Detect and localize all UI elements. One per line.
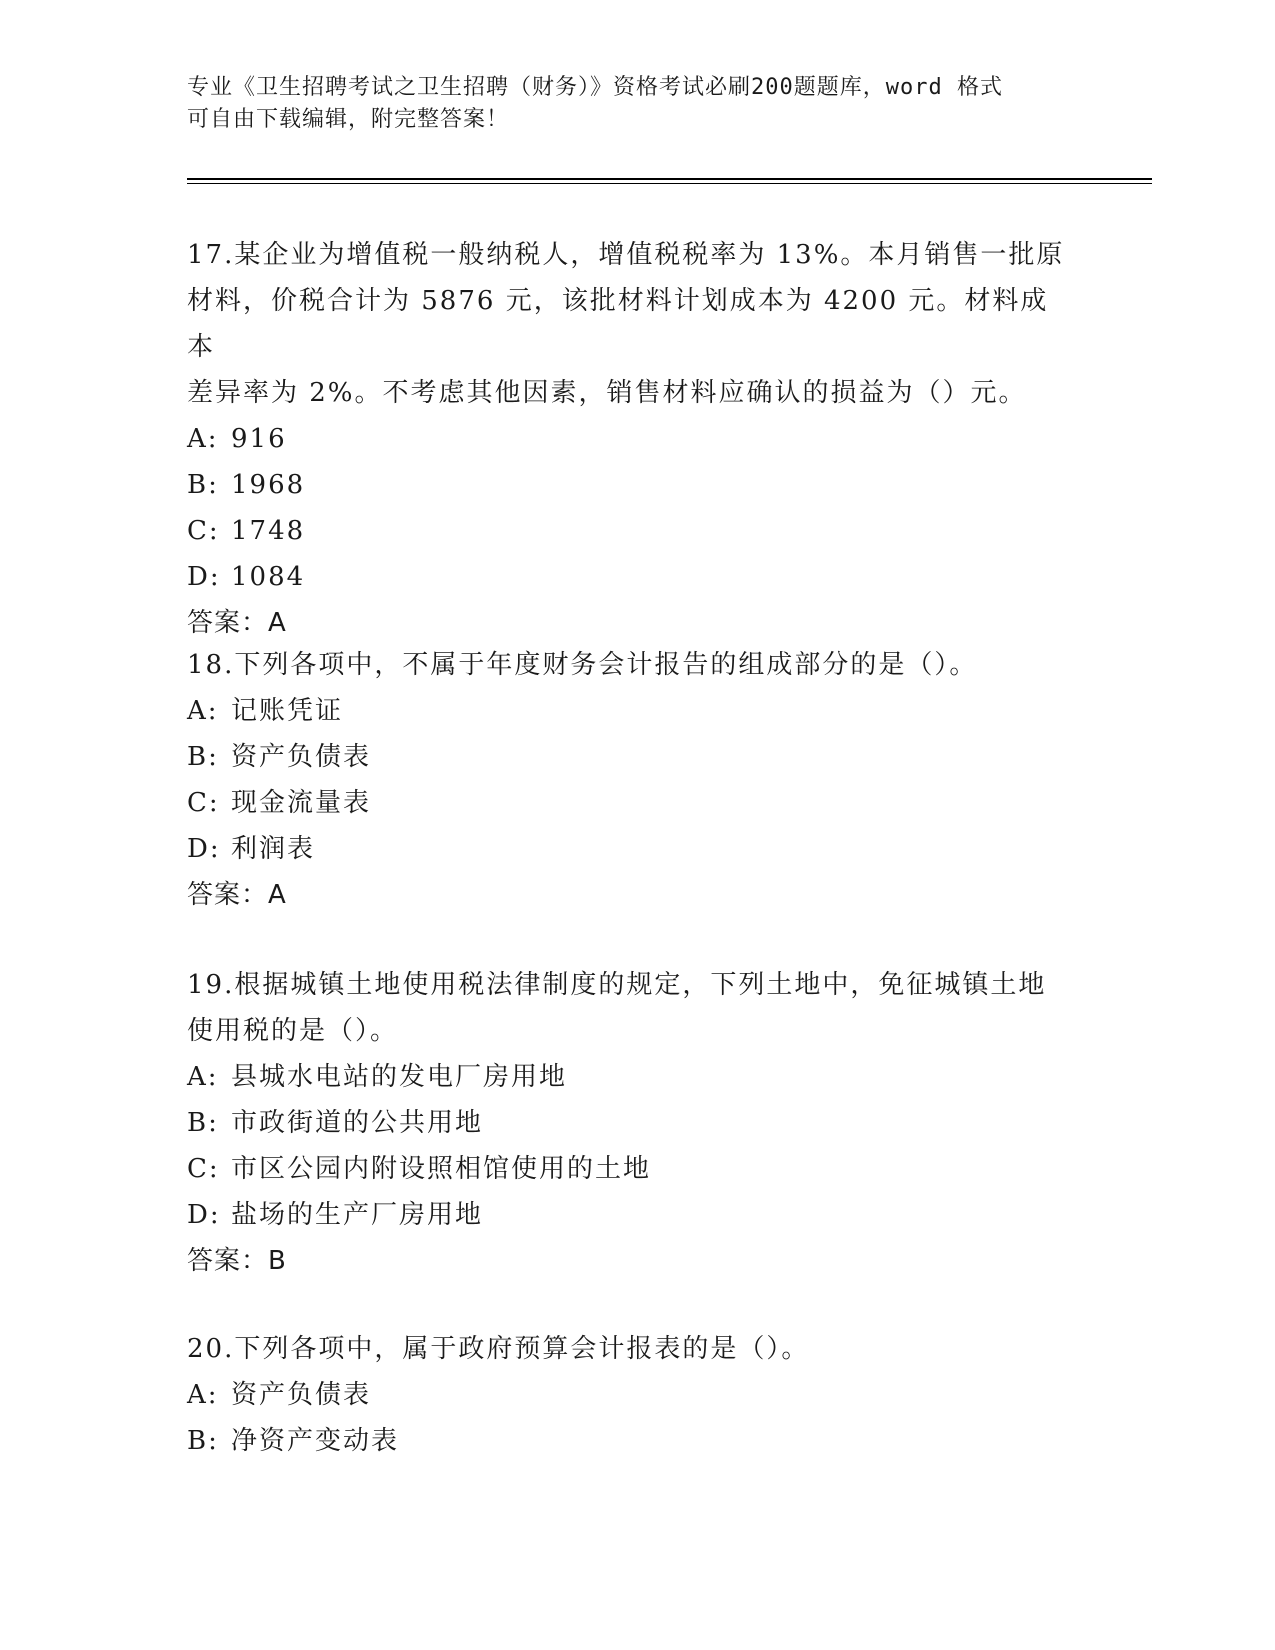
option-letter: D: (187, 1200, 221, 1230)
answer-line: 答案：A (187, 608, 287, 638)
option-d (187, 1192, 1067, 1238)
question-stem-line: 材料，价税合计为 5876 元，该批材料计划成本为 4200 元。材料成本 (187, 286, 1049, 362)
option-a (187, 688, 1067, 734)
option-b (187, 734, 1067, 780)
option-text: 盐场的生产厂房用地 (231, 1200, 484, 1230)
option-letter: A: (187, 1380, 219, 1410)
option-a (187, 1054, 1067, 1100)
option-text: 资产负债表 (231, 742, 372, 772)
option-b (187, 1418, 1067, 1464)
option-c (187, 508, 1067, 554)
option-text: 1084 (231, 562, 306, 592)
option-letter: D: (187, 834, 221, 864)
question-20 (187, 1326, 1067, 1464)
question-stem-line: 20.下列各项中，属于政府预算会计报表的是（）。 (187, 1334, 810, 1364)
option-text: 市区公园内附设照相馆使用的土地 (231, 1154, 652, 1184)
option-letter: B: (187, 1108, 219, 1138)
option-text: 1968 (231, 470, 306, 500)
document-header (187, 72, 1067, 136)
option-b (187, 462, 1067, 508)
option-text: 916 (231, 424, 287, 454)
option-letter: C: (187, 788, 220, 818)
option-c (187, 780, 1067, 826)
option-letter: B: (187, 1426, 219, 1456)
option-letter: B: (187, 742, 219, 772)
option-letter: B: (187, 470, 219, 500)
option-letter: A: (187, 424, 219, 454)
option-a (187, 416, 1067, 462)
question-19 (187, 962, 1067, 1284)
option-text: 利润表 (231, 834, 316, 864)
option-letter: A: (187, 696, 219, 726)
question-stem-line: 19.根据城镇土地使用税法律制度的规定，下列土地中，免征城镇土地 (187, 970, 1047, 1000)
answer-line: 答案：B (187, 1246, 287, 1276)
option-letter: A: (187, 1062, 219, 1092)
question-17 (187, 232, 1067, 646)
option-text: 现金流量表 (231, 788, 372, 818)
question-stem-line: 使用税的是（）。 (187, 1016, 399, 1046)
answer-line: 答案：A (187, 880, 287, 910)
option-letter: D: (187, 562, 221, 592)
header-divider (187, 178, 1152, 180)
header-line: 专业《卫生招聘考试之卫生招聘（财务）》资格考试必刷200题题库，word 格式 (187, 75, 1003, 100)
question-stem-line: 差异率为 2%。不考虑其他因素，销售材料应确认的损益为（）元。 (187, 378, 1027, 408)
option-text: 记账凭证 (231, 696, 344, 726)
header-divider-thin (187, 183, 1152, 184)
option-b (187, 1100, 1067, 1146)
option-d (187, 554, 1067, 600)
question-18 (187, 642, 1067, 918)
option-c (187, 1146, 1067, 1192)
option-text: 资产负债表 (231, 1380, 372, 1410)
option-text: 1748 (231, 516, 306, 546)
header-line: 可自由下载编辑，附完整答案！ (187, 107, 510, 132)
question-stem-line: 17.某企业为增值税一般纳税人，增值税税率为 13%。本月销售一批原 (187, 240, 1065, 270)
option-text: 市政街道的公共用地 (231, 1108, 484, 1138)
option-text: 县城水电站的发电厂房用地 (231, 1062, 568, 1092)
option-d (187, 826, 1067, 872)
option-letter: C: (187, 1154, 220, 1184)
option-text: 净资产变动表 (231, 1426, 400, 1456)
question-stem-line: 18.下列各项中，不属于年度财务会计报告的组成部分的是（）。 (187, 650, 978, 680)
option-a (187, 1372, 1067, 1418)
option-letter: C: (187, 516, 220, 546)
